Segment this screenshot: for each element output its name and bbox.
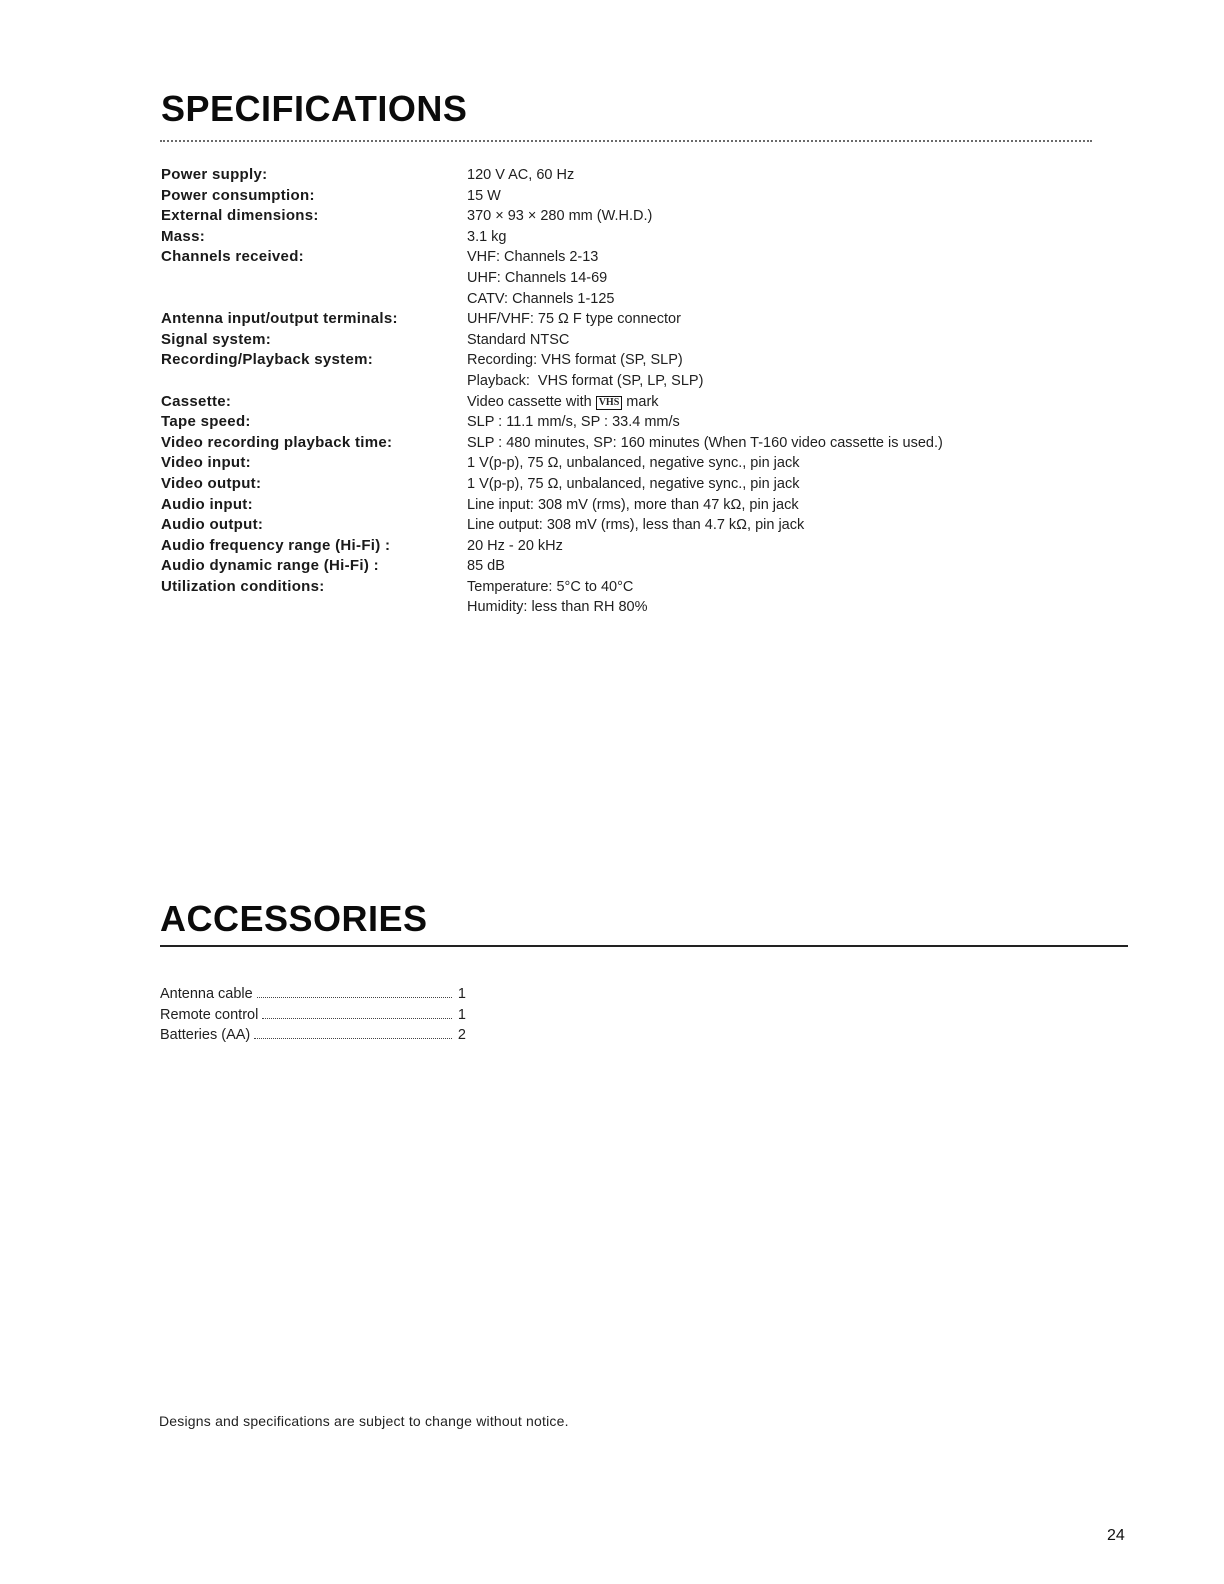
spec-row-audio-output bbox=[161, 515, 943, 536]
vhs-logo: VHS bbox=[596, 396, 623, 410]
accessories-divider bbox=[160, 945, 1128, 947]
spec-value: 20 Hz - 20 kHz bbox=[467, 537, 563, 554]
spec-label: Signal system: bbox=[161, 330, 272, 348]
spec-label: Video input: bbox=[161, 454, 251, 472]
leader-dots bbox=[257, 996, 452, 998]
spec-row-audio-frequency-range bbox=[161, 536, 943, 557]
spec-row-tape-speed bbox=[161, 412, 943, 433]
accessories-heading: ACCESSORIES bbox=[160, 898, 428, 939]
spec-value: 1 V(p-p), 75 Ω, unbalanced, negative sync., pin jack bbox=[467, 455, 800, 472]
spec-value: 120 V AC, 60 Hz bbox=[467, 167, 575, 183]
spec-value: 15 W bbox=[467, 187, 501, 204]
spec-value: 370 × 93 × 280 mm (W.H.D.) bbox=[467, 208, 653, 225]
spec-row-signal-system bbox=[161, 330, 943, 351]
list-item bbox=[160, 1025, 466, 1046]
spec-value bbox=[467, 392, 659, 413]
spec-value: Humidity: less than RH 80% bbox=[467, 599, 648, 616]
list-item bbox=[160, 1005, 466, 1026]
spec-label: Audio frequency range (Hi-Fi) : bbox=[161, 536, 391, 554]
spec-row-power-supply bbox=[161, 165, 943, 186]
spec-value: Playback: VHS format (SP, LP, SLP) bbox=[467, 372, 704, 389]
spec-row-channels-received bbox=[161, 247, 943, 309]
spec-row-cassette bbox=[161, 392, 943, 413]
accessory-qty: 1 bbox=[457, 1006, 466, 1023]
spec-value: Temperature: 5°C to 40°C bbox=[467, 578, 634, 595]
spec-label: Utilization conditions: bbox=[161, 577, 325, 595]
accessory-qty: 1 bbox=[457, 986, 466, 1002]
spec-row-external-dimensions bbox=[161, 206, 943, 227]
spec-label: Audio dynamic range (Hi-Fi) : bbox=[161, 557, 379, 575]
spec-label: Cassette: bbox=[161, 392, 232, 410]
spec-label: Antenna input/output terminals: bbox=[161, 310, 398, 328]
spec-row-recording-playback-system bbox=[161, 350, 943, 391]
spec-row-video-output bbox=[161, 474, 943, 495]
spec-label: Power consumption: bbox=[161, 186, 315, 204]
spec-label: Recording/Playback system: bbox=[161, 351, 374, 369]
spec-label: Audio output: bbox=[161, 516, 264, 534]
specifications-heading: SPECIFICATIONS bbox=[161, 88, 468, 129]
spec-row-power-consumption bbox=[161, 186, 943, 207]
spec-label: Audio input: bbox=[161, 495, 253, 513]
spec-row-audio-dynamic-range bbox=[161, 556, 943, 577]
spec-value: Standard NTSC bbox=[467, 331, 570, 348]
spec-label: Video recording playback time: bbox=[161, 433, 393, 451]
spec-label: Video output: bbox=[161, 474, 262, 492]
spec-value: 1 V(p-p), 75 Ω, unbalanced, negative sync., pin jack bbox=[467, 475, 800, 492]
spec-label: External dimensions: bbox=[161, 207, 319, 225]
spec-value: Recording: VHS format (SP, SLP) bbox=[467, 352, 683, 369]
spec-row-video-input bbox=[161, 453, 943, 474]
spec-value: 85 dB bbox=[467, 558, 505, 575]
accessory-qty: 2 bbox=[457, 1027, 466, 1044]
spec-value: VHF: Channels 2-13 bbox=[467, 249, 599, 266]
spec-row-utilization-conditions bbox=[161, 577, 943, 618]
cassette-text-suffix: mark bbox=[626, 393, 659, 410]
footnote: Designs and specifications are subject to change without notice. bbox=[159, 1413, 569, 1429]
spec-value: CATV: Channels 1-125 bbox=[467, 290, 615, 307]
specifications-table bbox=[161, 165, 943, 618]
spec-row-antenna-terminals bbox=[161, 309, 943, 330]
accessory-name: Remote control bbox=[160, 1006, 259, 1023]
spec-value: Line output: 308 mV (rms), less than 4.7 kΩ, pin jack bbox=[467, 517, 805, 534]
spec-row-mass bbox=[161, 227, 943, 248]
leader-dots bbox=[262, 1017, 452, 1019]
spec-value: Line input: 308 mV (rms), more than 47 kΩ, pin jack bbox=[467, 496, 799, 513]
spec-value: UHF: Channels 14-69 bbox=[467, 269, 608, 286]
page-number: 24 bbox=[1107, 1527, 1125, 1544]
accessory-name: Antenna cable bbox=[160, 986, 253, 1002]
specifications-divider bbox=[160, 140, 1092, 142]
spec-label: Channels received: bbox=[161, 248, 304, 266]
spec-value: UHF/VHF: 75 Ω F type connector bbox=[467, 311, 681, 328]
accessory-name: Batteries (AA) bbox=[160, 1027, 251, 1044]
spec-row-audio-input bbox=[161, 495, 943, 516]
spec-label: Power supply: bbox=[161, 166, 268, 183]
cassette-text: Video cassette with bbox=[467, 393, 592, 410]
spec-value: 3.1 kg bbox=[467, 228, 507, 245]
spec-label: Tape speed: bbox=[161, 413, 251, 431]
spec-row-recording-time bbox=[161, 433, 943, 454]
leader-dots bbox=[254, 1037, 452, 1039]
spec-value: SLP : 11.1 mm/s, SP : 33.4 mm/s bbox=[467, 414, 680, 431]
spec-label: Mass: bbox=[161, 227, 206, 245]
list-item bbox=[160, 984, 466, 1005]
spec-value: SLP : 480 minutes, SP: 160 minutes (When T-160 video cassette is used.) bbox=[467, 434, 943, 451]
accessories-list bbox=[160, 984, 466, 1046]
